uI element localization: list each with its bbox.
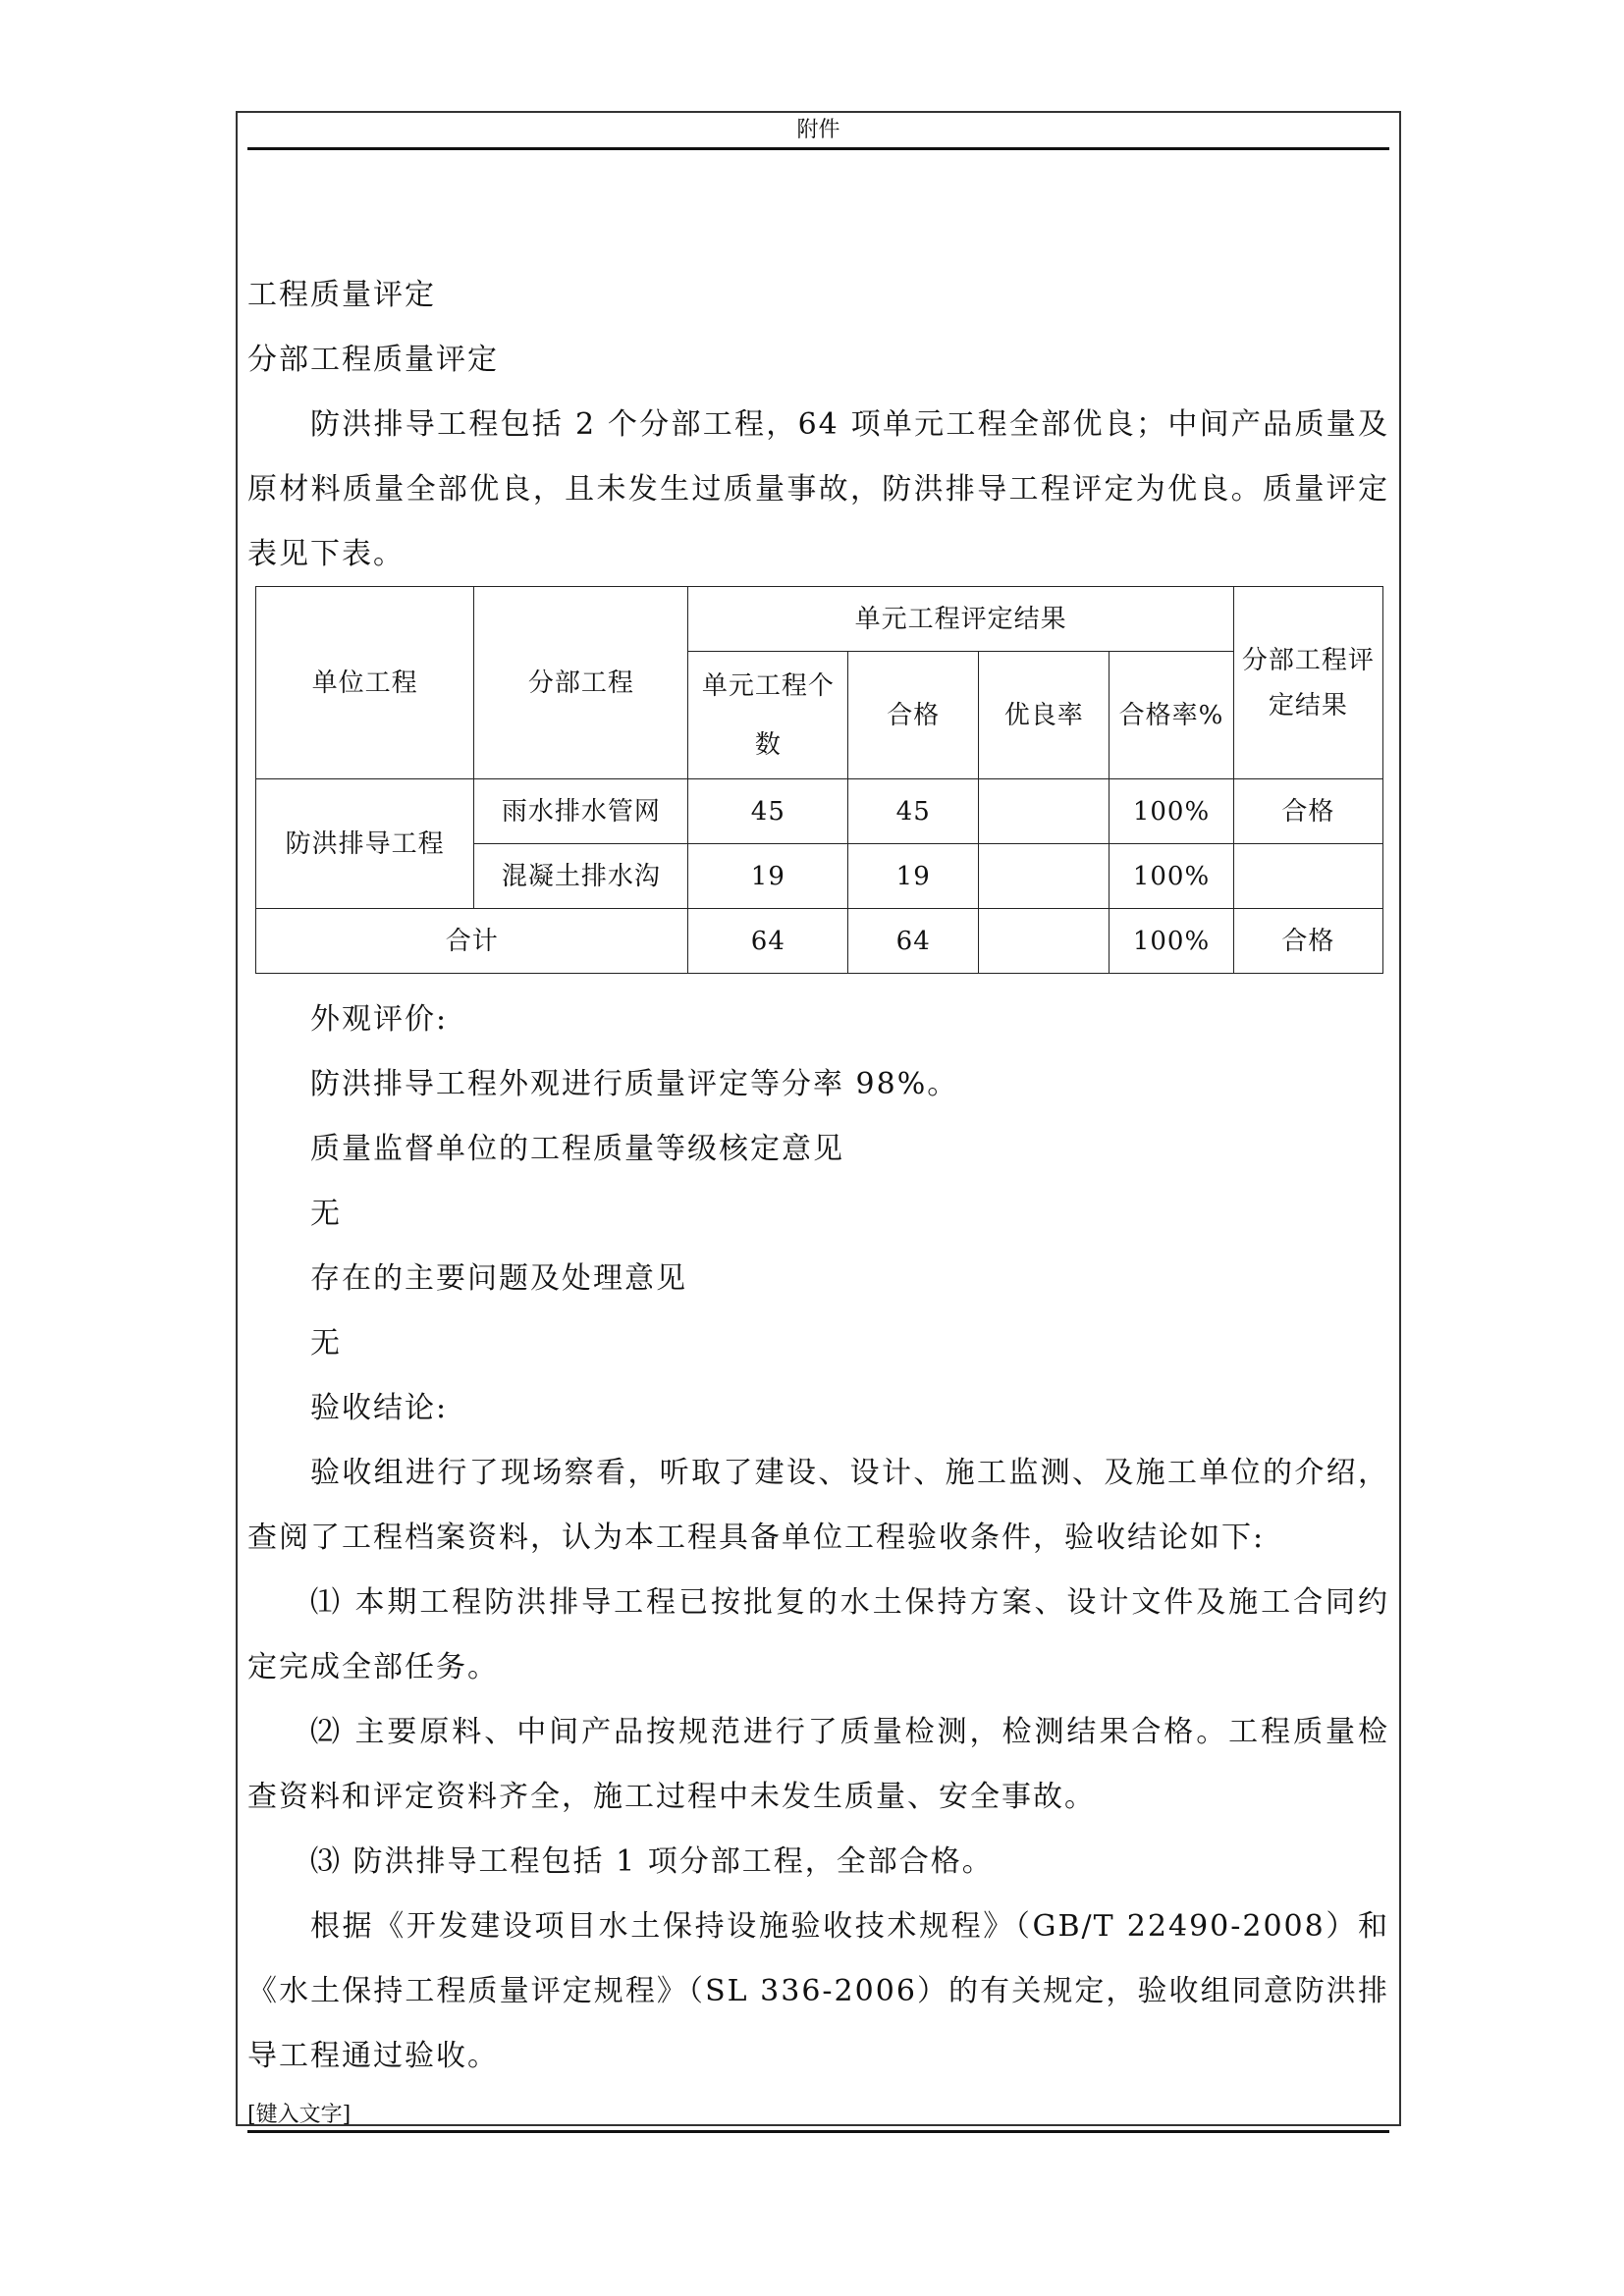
cell-total-pass: 64 [848,909,979,974]
cell-result [1233,844,1382,909]
appearance-text: 防洪排导工程外观进行质量评定等分率 98%。 [310,1067,959,1101]
th-excellent-rate: 优良率 [979,652,1110,779]
cell-total-label: 合计 [256,909,688,974]
heading-quality-assessment: 工程质量评定 [247,278,436,312]
table-total-row [256,909,1383,974]
footer-placeholder[interactable]: [键入文字] [247,2102,1389,2133]
th-pass: 合格 [848,652,979,779]
cell-result: 合格 [1233,779,1382,844]
issues-title: 存在的主要问题及处理意见 [310,1261,687,1296]
cell-total-excellent [979,909,1110,974]
conclusion-item-2: ⑵ 主要原料、中间产品按规范进行了质量检测，检测结果合格。工程质量检查资料和评定资料齐全，施工过程中未发生质量、安全事故。 [247,1715,1389,1814]
conclusion-item-1: ⑴ 本期工程防洪排导工程已按批复的水土保持方案、设计文件及施工合同约定完成全部任务。 [247,1585,1389,1684]
quality-assessment-table [255,586,1383,974]
th-unit-evaluation-group: 单元工程评定结果 [688,587,1233,652]
body-section [247,988,1389,2089]
cell-rate: 100% [1110,844,1234,909]
cell-unit-name: 防洪排导工程 [256,779,474,909]
page-header: 附件 [247,111,1389,150]
cell-count: 45 [688,779,848,844]
cell-total-count: 64 [688,909,848,974]
cell-sub: 雨水排水管网 [474,779,688,844]
cell-total-result: 合格 [1233,909,1382,974]
issues-text: 无 [310,1326,342,1361]
intro-section [247,263,1389,587]
cell-sub: 混凝土排水沟 [474,844,688,909]
intro-paragraph: 防洪排导工程包括 2 个分部工程，64 项单元工程全部优良；中间产品质量及原材料质量全部优良，且未发生过质量事故，防洪排导工程评定为优良。质量评定表见下表。 [247,407,1389,571]
th-unit-project: 单位工程 [256,587,474,779]
th-sub-project: 分部工程 [474,587,688,779]
cell-excellent [979,844,1110,909]
appearance-title: 外观评价: [310,1002,449,1037]
cell-count: 19 [688,844,848,909]
table-row [256,779,1383,844]
supervision-title: 质量监督单位的工程质量等级核定意见 [310,1132,844,1166]
cell-excellent [979,779,1110,844]
cell-total-rate: 100% [1110,909,1234,974]
th-pass-rate: 合格率% [1110,652,1234,779]
supervision-text: 无 [310,1197,342,1231]
conclusion-intro: 验收组进行了现场察看，听取了建设、设计、施工监测、及施工单位的介绍，查阅了工程档案资料，认为本工程具备单位工程验收条件，验收结论如下: [247,1456,1389,1555]
th-unit-count: 单元工程个数 [688,652,848,779]
conclusion-item-3: ⑶ 防洪排导工程包括 1 项分部工程，全部合格。 [310,1844,994,1879]
cell-pass: 19 [848,844,979,909]
heading-sub-project-assessment: 分部工程质量评定 [247,343,499,377]
conclusion-title: 验收结论: [310,1391,449,1425]
cell-rate: 100% [1110,779,1234,844]
conclusion-final: 根据《开发建设项目水土保持设施验收技术规程》（GB/T 22490-2008）和《水土保持工程质量评定规程》（SL 336-2006）的有关规定，验收组同意防洪排导工程通过验收。 [247,1909,1389,2073]
cell-pass: 45 [848,779,979,844]
th-sub-project-result: 分部工程评定结果 [1233,587,1382,779]
